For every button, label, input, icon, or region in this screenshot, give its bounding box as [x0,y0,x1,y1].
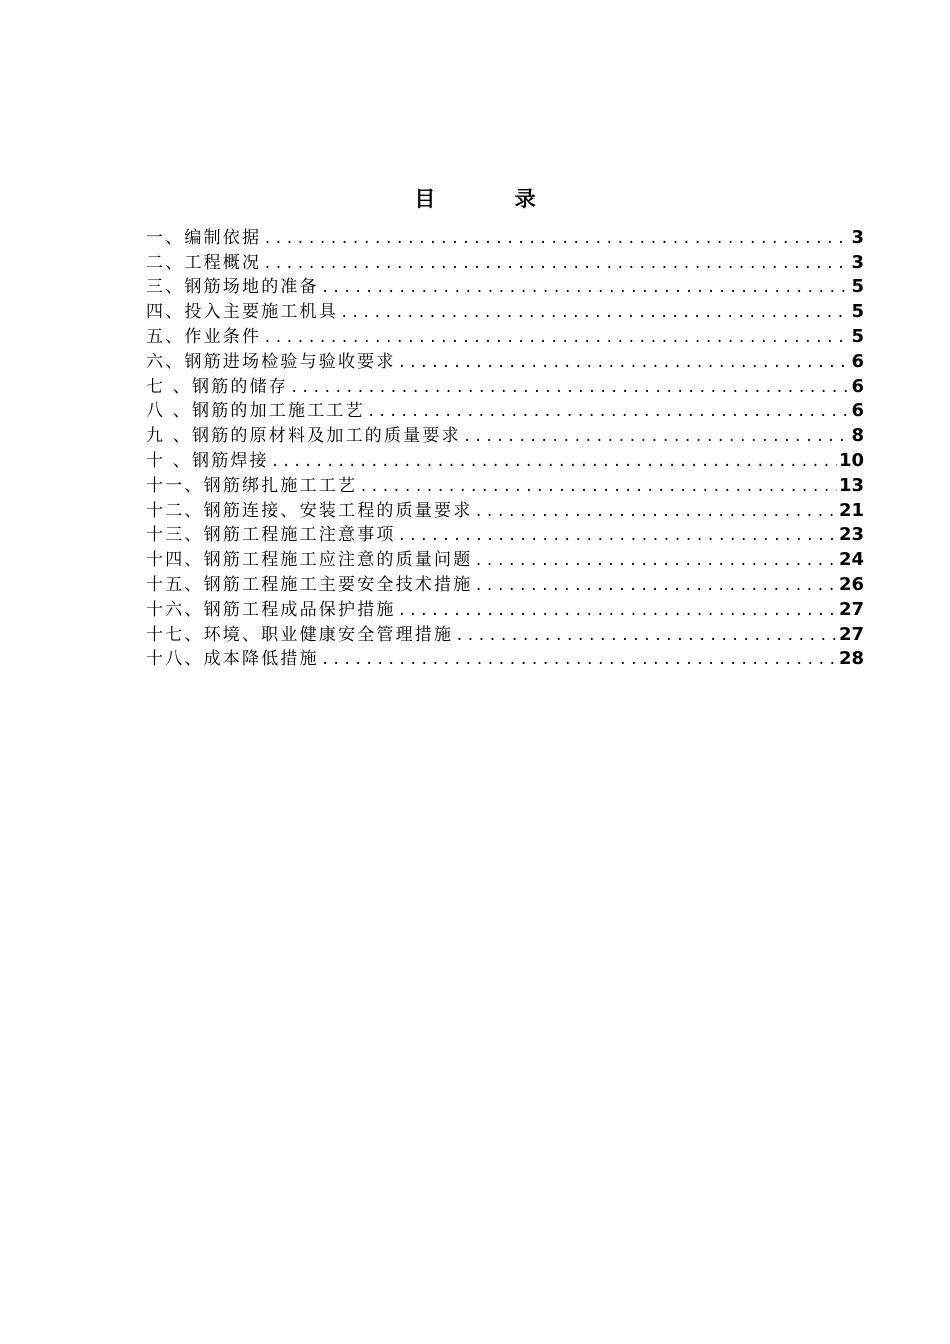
toc-entry-page: 6 [851,350,864,372]
toc-entry[interactable] [146,547,864,572]
toc-entry-label: 一、编制依据 [146,227,262,248]
toc-entry-page: 27 [838,623,864,645]
table-of-contents [146,225,864,671]
toc-entry-page: 5 [851,276,864,298]
toc-dot-leader [474,548,837,572]
toc-entry-label: 十一、钢筋绑扎施工工艺 [146,475,358,496]
toc-dot-leader [271,449,837,473]
toc-entry[interactable] [146,622,864,647]
toc-entry-label: 十 、钢筋焊接 [146,450,269,471]
toc-entry[interactable] [146,597,864,622]
toc-entry-label: 七 、钢筋的储存 [146,376,289,397]
toc-dot-leader [321,647,837,671]
toc-entry[interactable] [146,448,864,473]
toc-dot-leader [290,375,849,399]
toc-dot-leader [359,474,837,498]
toc-entry-label: 四、投入主要施工机具 [146,302,338,323]
toc-entry[interactable] [146,572,864,597]
toc-dot-leader [263,226,849,250]
toc-entry-page: 24 [838,549,864,571]
toc-dot-leader [463,424,850,448]
toc-entry[interactable] [146,275,864,300]
toc-entry[interactable] [146,299,864,324]
toc-entry-page: 28 [838,648,864,670]
toc-entry[interactable] [146,225,864,250]
toc-entry-label: 十三、钢筋工程施工注意事项 [146,525,396,546]
toc-entry-page: 5 [851,301,864,323]
toc-entry[interactable] [146,473,864,498]
toc-entry-label: 二、工程概况 [146,252,262,273]
toc-entry[interactable] [146,523,864,548]
toc-dot-leader [398,350,850,374]
toc-dot-leader [474,499,837,523]
toc-entry-page: 6 [851,400,864,422]
toc-dot-leader [455,623,837,647]
toc-entry-page: 21 [838,499,864,521]
toc-entry[interactable] [146,374,864,399]
toc-entry-label: 三、钢筋场地的准备 [146,277,319,298]
toc-entry[interactable] [146,399,864,424]
toc-entry-label: 十六、钢筋工程成品保护措施 [146,599,396,620]
toc-entry[interactable] [146,647,864,672]
toc-entry-page: 6 [851,375,864,397]
toc-entry-label: 十八、成本降低措施 [146,649,319,670]
toc-entry-label: 十七、环境、职业健康安全管理措施 [146,624,454,645]
toc-entry-page: 5 [851,325,864,347]
toc-entry[interactable] [146,324,864,349]
toc-dot-leader [398,598,837,622]
toc-entry-page: 3 [851,226,864,248]
toc-entry-page: 10 [838,449,864,471]
toc-entry[interactable] [146,349,864,374]
toc-entry-label: 五、作业条件 [146,326,262,347]
toc-entry-label: 九 、钢筋的原材料及加工的质量要求 [146,426,461,447]
toc-dot-leader [263,325,849,349]
toc-entry-label: 十四、钢筋工程施工应注意的质量问题 [146,550,473,571]
toc-dot-leader [474,573,837,597]
toc-entry-page: 27 [838,598,864,620]
toc-dot-leader [367,399,850,423]
toc-entry-page: 3 [851,251,864,273]
toc-entry[interactable] [146,498,864,523]
toc-dot-leader [263,251,849,275]
toc-dot-leader [321,275,850,299]
toc-entry-page: 13 [838,474,864,496]
toc-dot-leader [340,300,849,324]
toc-entry[interactable] [146,423,864,448]
toc-dot-leader [398,523,837,547]
toc-title: 目 录 [414,187,572,211]
toc-entry[interactable] [146,250,864,275]
toc-entry-label: 八 、钢筋的加工施工工艺 [146,401,365,422]
toc-entry-label: 十二、钢筋连接、安装工程的质量要求 [146,500,473,521]
toc-entry-page: 26 [838,573,864,595]
toc-entry-page: 23 [838,524,864,546]
toc-entry-label: 六、钢筋进场检验与验收要求 [146,351,396,372]
toc-entry-page: 8 [851,425,864,447]
toc-entry-label: 十五、钢筋工程施工主要安全技术措施 [146,574,473,595]
